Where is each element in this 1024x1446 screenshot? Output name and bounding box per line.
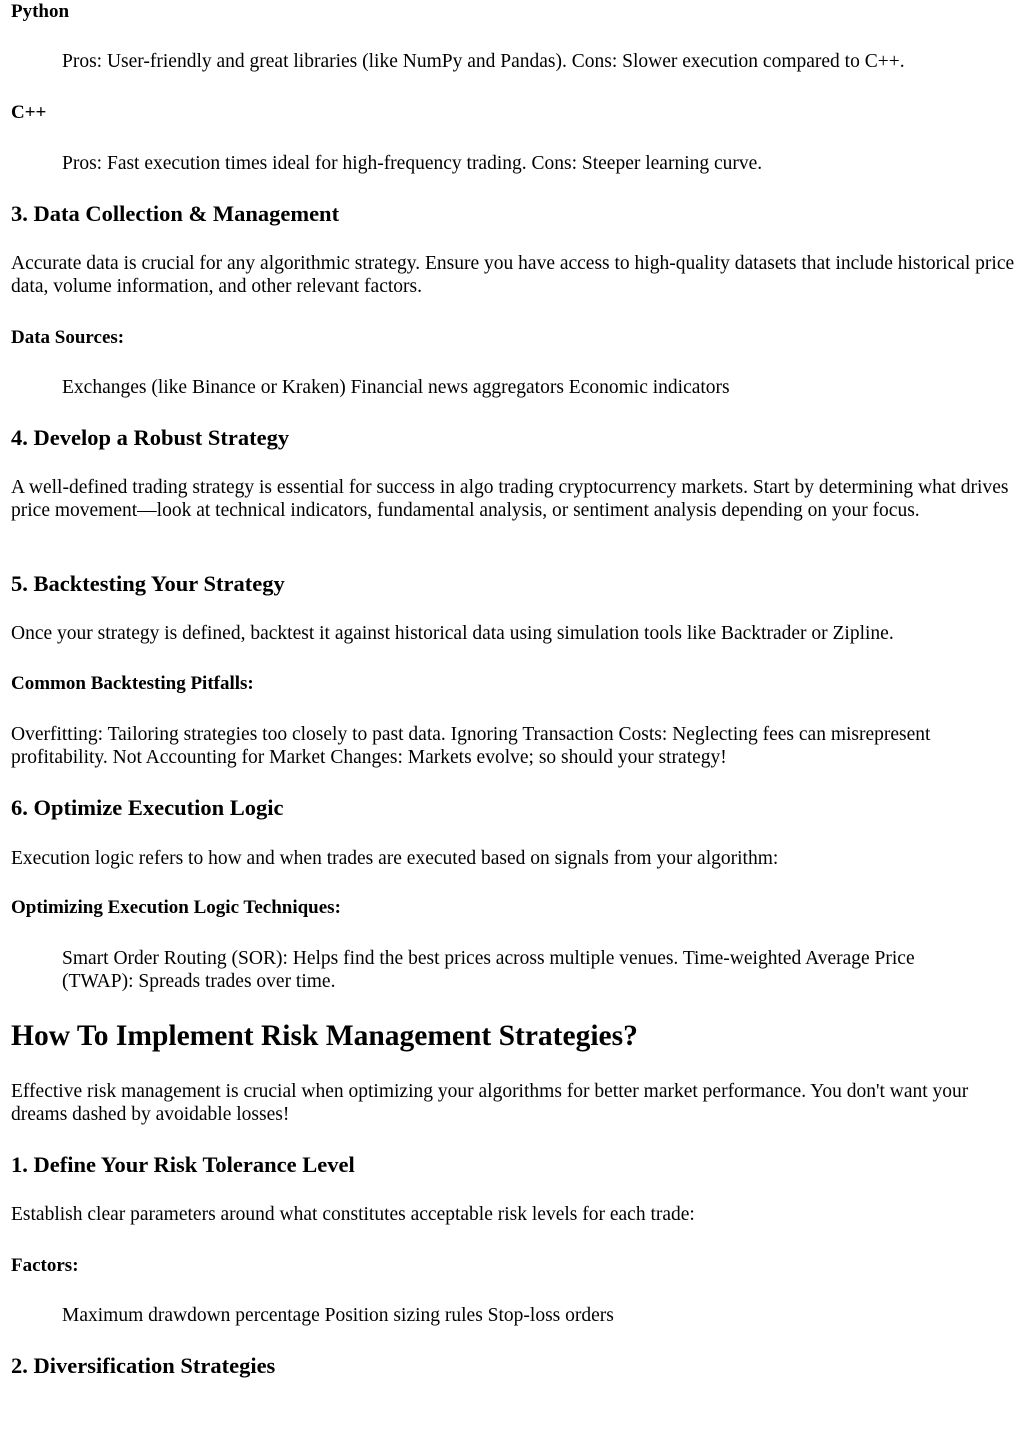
data-sources-list: Exchanges (like Binance or Kraken) Financial news aggregators Economic indicators bbox=[62, 377, 730, 398]
pitfalls-heading: Common Backtesting Pitfalls: bbox=[11, 673, 254, 694]
pitfalls-paragraph: Overfitting: Tailoring strategies too closely to past data. Ignoring Transaction Costs: Neglecting fees can misrepresent profitability. Not Accounting for Market Changes: Markets evolve; so should your strategy! bbox=[11, 724, 931, 768]
execution-paragraph: Execution logic refers to how and when trades are executed based on signals from your algorithm: bbox=[11, 848, 779, 869]
risk-tolerance-heading: 1. Define Your Risk Tolerance Level bbox=[11, 1152, 355, 1177]
execution-heading: 6. Optimize Execution Logic bbox=[11, 795, 284, 820]
python-pros-cons: Pros: User-friendly and great libraries (like NumPy and Pandas). Cons: Slower execution compared to C++. bbox=[62, 51, 905, 72]
techniques-heading: Optimizing Execution Logic Techniques: bbox=[11, 897, 341, 918]
risk-tolerance-paragraph: Establish clear parameters around what constitutes acceptable risk levels for each trade: bbox=[11, 1204, 695, 1225]
techniques-list: Smart Order Routing (SOR): Helps find the best prices across multiple venues. Time-weighted Average Price (TWAP): Spreads trades over time. bbox=[62, 948, 915, 992]
data-collection-heading: 3. Data Collection & Management bbox=[11, 201, 340, 226]
factors-list: Maximum drawdown percentage Position sizing rules Stop-loss orders bbox=[62, 1305, 614, 1326]
strategy-heading: 4. Develop a Robust Strategy bbox=[11, 425, 290, 450]
data-sources-heading: Data Sources: bbox=[11, 327, 125, 348]
backtesting-heading: 5. Backtesting Your Strategy bbox=[11, 571, 285, 596]
backtesting-paragraph: Once your strategy is defined, backtest it against historical data using simulation tools like Backtrader or Zipline. bbox=[11, 623, 894, 644]
diversification-heading: 2. Diversification Strategies bbox=[11, 1353, 276, 1378]
factors-heading: Factors: bbox=[11, 1255, 79, 1276]
cpp-heading: C++ bbox=[11, 102, 47, 123]
python-heading: Python bbox=[11, 1, 70, 22]
strategy-paragraph: A well-defined trading strategy is essential for success in algo trading cryptocurrency markets. Start by determining what drives price movement—look at technical indicators, fundamental analysis, or sentiment analysis depending on your focus. bbox=[11, 477, 1009, 521]
data-collection-paragraph: Accurate data is crucial for any algorithmic strategy. Ensure you have access to high-quality datasets that include historical price data, volume information, and other relevant factors. bbox=[11, 253, 1015, 297]
cpp-pros-cons: Pros: Fast execution times ideal for high-frequency trading. Cons: Steeper learning curve. bbox=[62, 153, 763, 174]
risk-management-heading: How To Implement Risk Management Strategies? bbox=[11, 1020, 638, 1052]
risk-management-paragraph: Effective risk management is crucial when optimizing your algorithms for better market performance. You don't want your dreams dashed by avoidable losses! bbox=[11, 1081, 969, 1125]
